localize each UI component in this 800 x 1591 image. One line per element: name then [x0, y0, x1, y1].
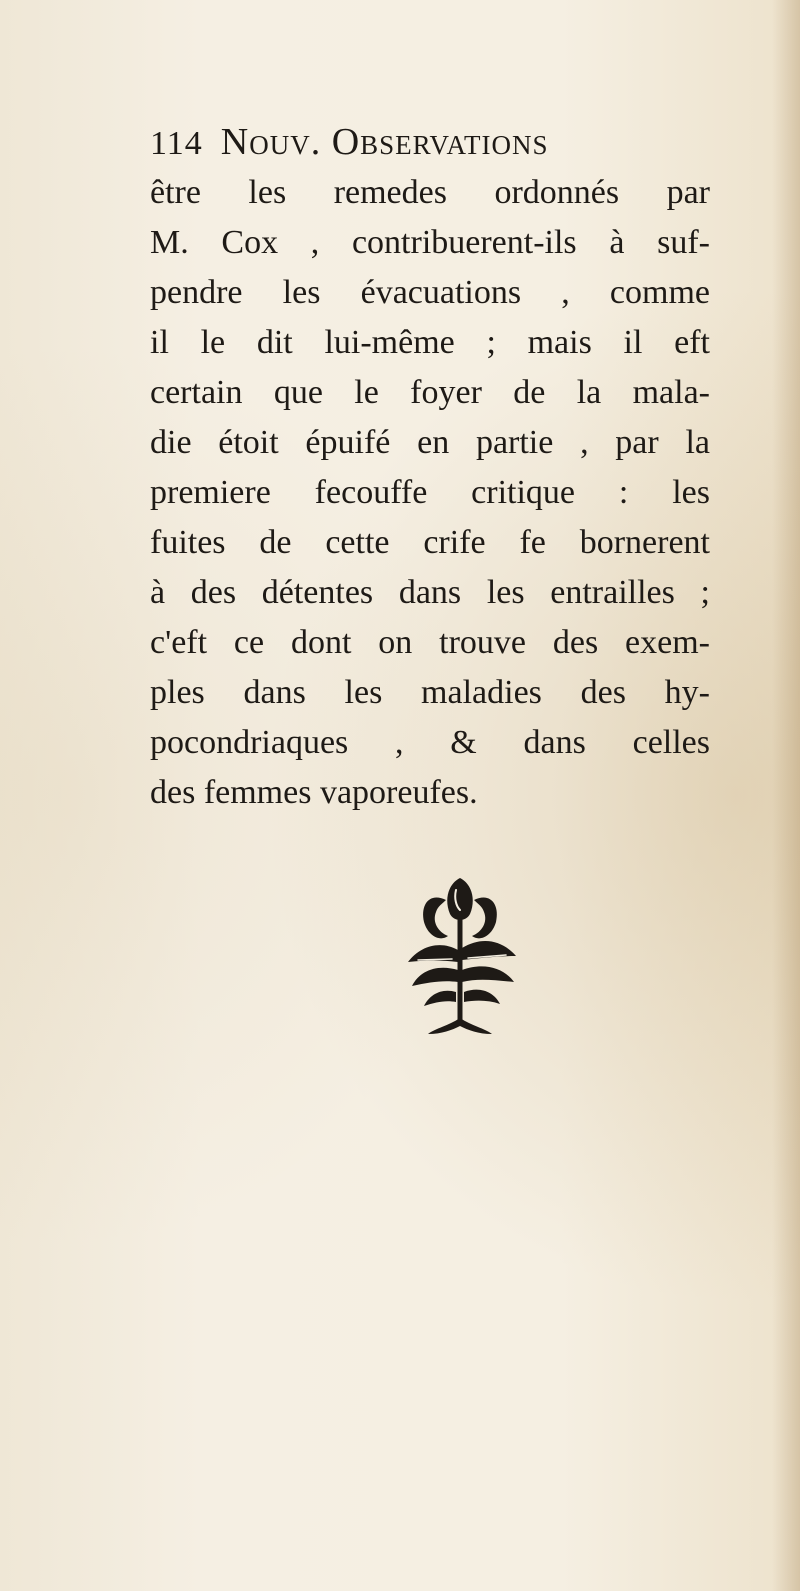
text-line: des femmes vaporeufes. [150, 774, 478, 811]
page-header [150, 120, 710, 170]
text-line: ples dans les maladies des hy- [150, 674, 710, 711]
text-line: pocondriaques , & dans celles [150, 724, 710, 761]
floral-tailpiece-icon [390, 870, 530, 1040]
page-edge-shadow [772, 0, 800, 1591]
text-line: il le dit lui-même ; mais il eft [150, 324, 710, 361]
running-title: Nouv. Observations [220, 121, 549, 163]
page-number: 114 [150, 125, 203, 162]
text-line: à des détentes dans les entrailles ; [150, 574, 710, 611]
text-line: fuites de cette crife fe bornerent [150, 524, 710, 561]
text-line: die étoit épuifé en partie , par la [150, 424, 710, 461]
text-line: certain que le foyer de la mala- [150, 374, 710, 411]
text-line: premiere fecouffe critique : les [150, 474, 710, 511]
body-text [150, 168, 710, 818]
text-line: être les remedes ordonnés par [150, 174, 710, 211]
text-line: pendre les évacuations , comme [150, 274, 710, 311]
text-line: M. Cox , contribuerent-ils à suf- [150, 224, 710, 261]
text-line: c'eft ce dont on trouve des exem- [150, 624, 710, 661]
